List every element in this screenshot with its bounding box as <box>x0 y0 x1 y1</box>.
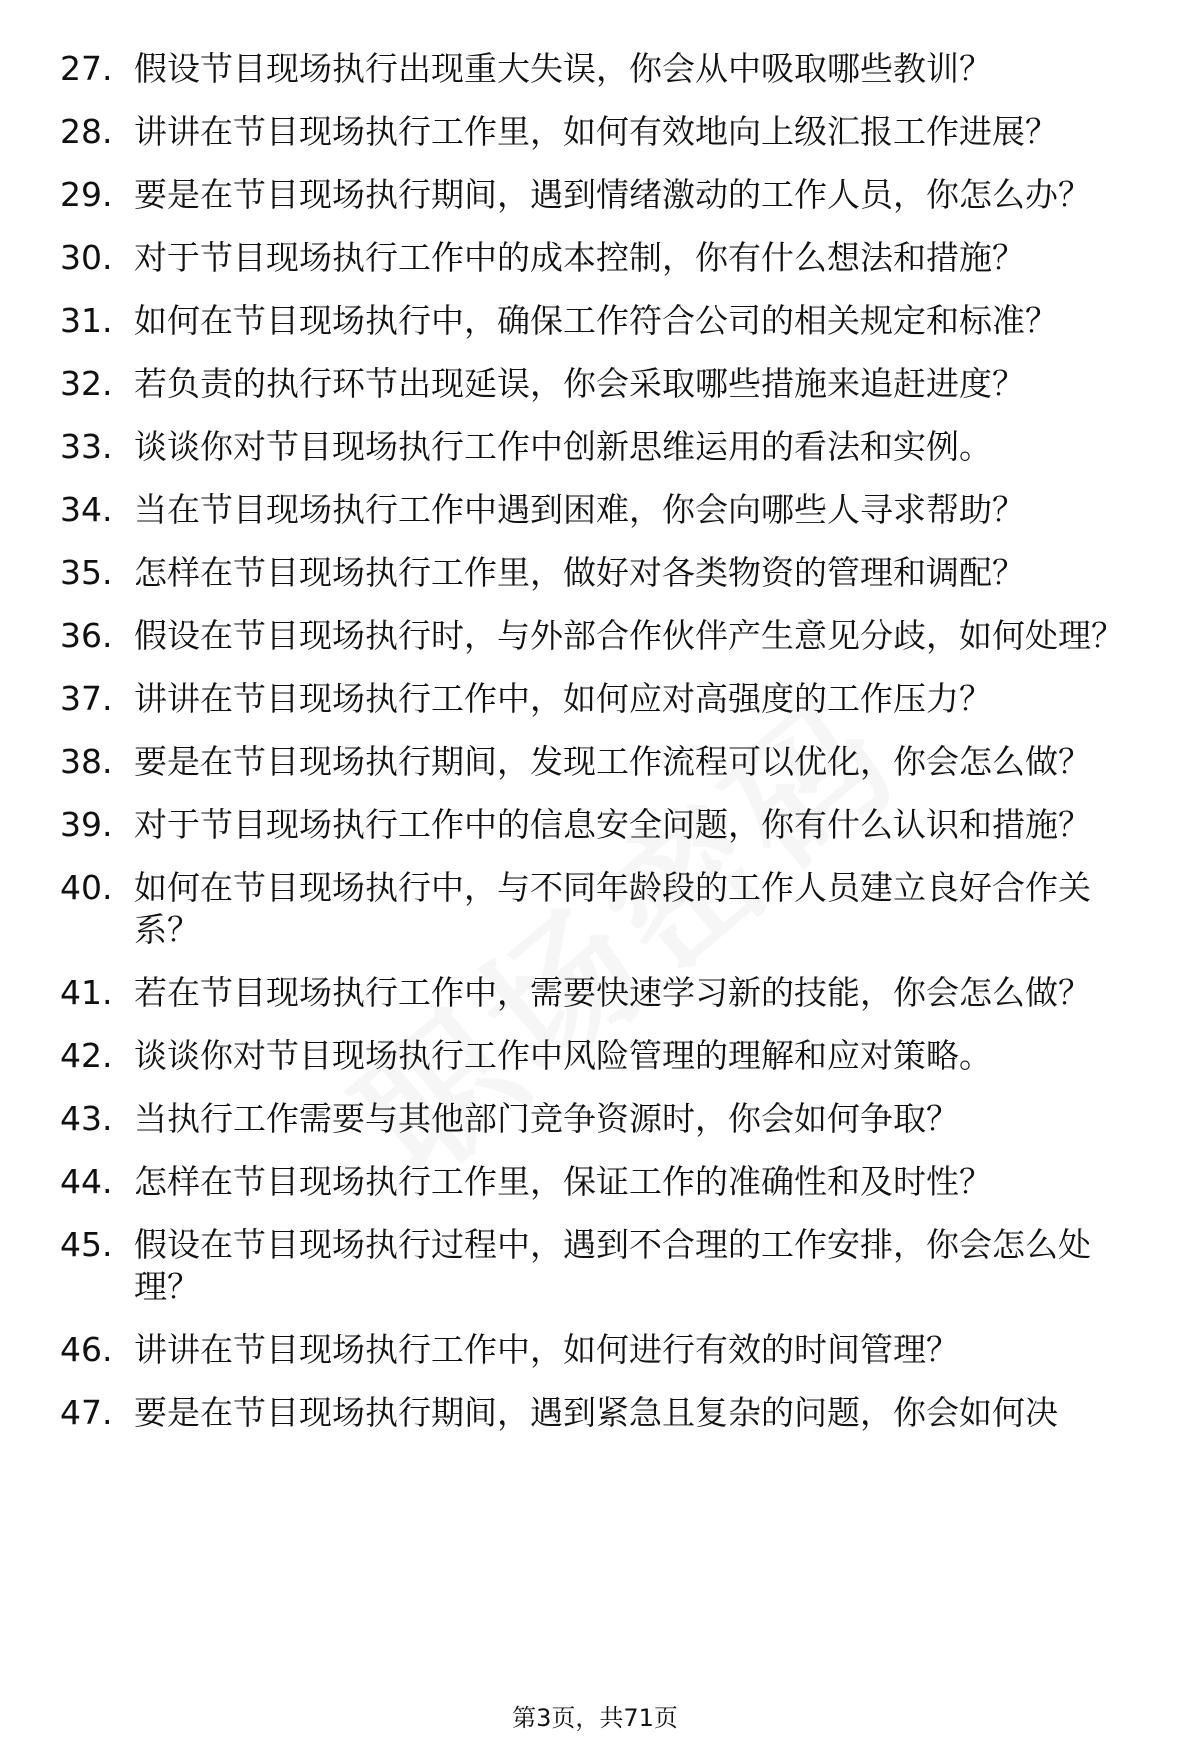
question-text: 如何在节目现场执行中，与不同年龄段的工作人员建立良好合作关系？ <box>134 868 1091 949</box>
question-text: 讲讲在节目现场执行工作中，如何应对高强度的工作压力？ <box>134 679 992 718</box>
question-number: 28. <box>60 112 113 151</box>
question-text: 怎样在节目现场执行工作里，保证工作的准确性和及时性？ <box>134 1162 992 1201</box>
question-number: 33. <box>60 427 113 466</box>
question-number: 31. <box>60 301 113 340</box>
question-text: 怎样在节目现场执行工作里，做好对各类物资的管理和调配？ <box>134 553 1025 592</box>
question-number: 37. <box>60 679 113 718</box>
question-text: 对于节目现场执行工作中的成本控制，你有什么想法和措施？ <box>134 238 1025 277</box>
list-item <box>60 237 1140 279</box>
question-text: 对于节目现场执行工作中的信息安全问题，你有什么认识和措施？ <box>134 805 1091 844</box>
list-item <box>60 552 1140 594</box>
list-item <box>60 972 1140 1014</box>
question-list <box>60 48 1140 1455</box>
question-number: 42. <box>60 1036 113 1075</box>
list-item <box>60 1035 1140 1077</box>
question-text: 要是在节目现场执行期间，遇到紧急且复杂的问题，你会如何决 <box>134 1393 1058 1432</box>
question-number: 30. <box>60 238 113 277</box>
question-text: 谈谈你对节目现场执行工作中风险管理的理解和应对策略。 <box>134 1036 992 1075</box>
question-text: 谈谈你对节目现场执行工作中创新思维运用的看法和实例。 <box>134 427 992 466</box>
list-item <box>60 804 1140 846</box>
question-text: 当在节目现场执行工作中遇到困难，你会向哪些人寻求帮助？ <box>134 490 1025 529</box>
question-number: 38. <box>60 742 113 781</box>
list-item <box>60 1098 1140 1140</box>
question-number: 46. <box>60 1330 113 1369</box>
question-number: 39. <box>60 805 113 844</box>
question-number: 34. <box>60 490 113 529</box>
list-item <box>60 1224 1140 1308</box>
list-item <box>60 1161 1140 1203</box>
list-item <box>60 363 1140 405</box>
question-text: 讲讲在节目现场执行工作中，如何进行有效的时间管理？ <box>134 1330 959 1369</box>
question-number: 32. <box>60 364 113 403</box>
list-item <box>60 1329 1140 1371</box>
list-item <box>60 300 1140 342</box>
question-number: 36. <box>60 616 113 655</box>
page-number-footer: 第3页，共71页 <box>512 1704 678 1732</box>
question-number: 45. <box>60 1225 113 1264</box>
question-text: 讲讲在节目现场执行工作里，如何有效地向上级汇报工作进展？ <box>134 112 1058 151</box>
list-item <box>60 426 1140 468</box>
list-item <box>60 1392 1140 1434</box>
list-item <box>60 489 1140 531</box>
question-text: 假设节目现场执行出现重大失误，你会从中吸取哪些教训？ <box>134 49 992 88</box>
question-number: 27. <box>60 49 113 88</box>
question-text: 要是在节目现场执行期间，发现工作流程可以优化，你会怎么做？ <box>134 742 1091 781</box>
question-number: 44. <box>60 1162 113 1201</box>
list-item <box>60 741 1140 783</box>
question-text: 若负责的执行环节出现延误，你会采取哪些措施来追赶进度？ <box>134 364 1025 403</box>
question-number: 29. <box>60 175 113 214</box>
list-item <box>60 48 1140 90</box>
question-text: 如何在节目现场执行中，确保工作符合公司的相关规定和标准？ <box>134 301 1058 340</box>
question-text: 假设在节目现场执行时，与外部合作伙伴产生意见分歧，如何处理？ <box>134 616 1124 655</box>
question-number: 41. <box>60 973 113 1012</box>
question-text: 若在节目现场执行工作中，需要快速学习新的技能，你会怎么做？ <box>134 973 1091 1012</box>
list-item <box>60 174 1140 216</box>
question-text: 假设在节目现场执行过程中，遇到不合理的工作安排，你会怎么处理？ <box>134 1225 1091 1306</box>
question-number: 43. <box>60 1099 113 1138</box>
question-text: 要是在节目现场执行期间，遇到情绪激动的工作人员，你怎么办？ <box>134 175 1091 214</box>
list-item <box>60 615 1140 657</box>
list-item <box>60 867 1140 951</box>
question-number: 35. <box>60 553 113 592</box>
list-item <box>60 678 1140 720</box>
list-item <box>60 111 1140 153</box>
question-text: 当执行工作需要与其他部门竞争资源时，你会如何争取？ <box>134 1099 959 1138</box>
question-number: 47. <box>60 1393 113 1432</box>
question-number: 40. <box>60 868 113 907</box>
